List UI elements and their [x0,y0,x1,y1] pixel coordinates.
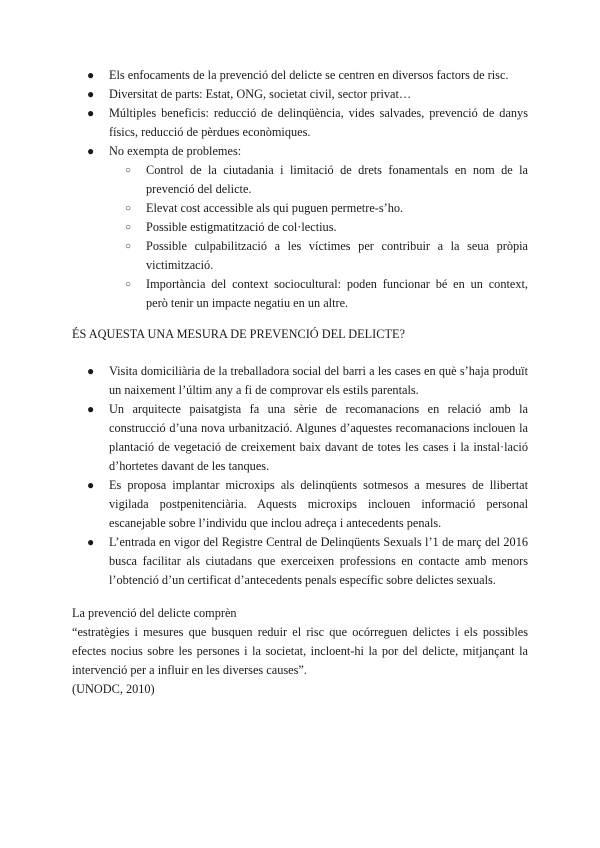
circle-bullet-icon: ○ [125,203,132,214]
list-item-problems: ● No exempta de problemes: ○ Control de la ciutadania i limitació de drets fonamentals en nom de la prevenció del delicte. ○ Elevat cost accessible als qui puguen permetre-s’ho. ○ Possible estigmatització de col·lectius. ○ Possible culpabilització a les víctimes per contribuir a la seua pròpia victimització. ○ Importància del context sociocultural: poden funcionar bé en un context, però tenir un impacte negatiu en un altre. [72,142,528,313]
list-item: ● L’entrada en vigor del Registre Central de Delinqüents Sexuals l’1 de març del 2016 busca facilitar als ciutadans que exerceixen professions en contacte amb menors l’obtenció d’un certificat d’antecedents penals específic sobre delictes sexuals. [87,535,528,587]
sublist-item: ○ Possible estigmatització de col·lectius. [109,218,528,237]
document-body [72,66,528,699]
sublist-item: ○ Importància del context sociocultural: poden funcionar bé en un context, però tenir un impacte negatiu en un altre. [125,277,528,310]
bullet-icon: ● [87,478,95,492]
definition-quote: “estratègies i mesures que busquen reduir el risc que ocórreguen delictes i els possibles efectes nocius sobre les persones i la societat, incloent-hi la por del delicte, mitjançant la intervenció per a influir en les diverses causes”. [72,625,528,677]
bullet-icon: ● [87,535,95,549]
definition-source: (UNODC, 2010) [72,682,155,696]
circle-bullet-icon: ○ [125,279,132,290]
circle-bullet-icon: ○ [125,165,132,176]
definition-block [72,604,528,699]
bullet-icon: ● [87,87,95,101]
examples-list [72,362,528,590]
list-item: ● Un arquitecte paisatgista fa una sèrie de recomanacions en relació amb la construcció d’una nova urbanització. Algunes d’aquestes recomanacions inclouen la plantació de vegetació de creixement baix davant de totes les cases i la instal·lació d’hortetes davant de les tanques. [87,402,528,473]
list-item: ● Els enfocaments de la prevenció del delicte se centren en diversos factors de risc. [72,66,528,85]
sublist-item: ○ Possible culpabilització a les víctimes per contribuir a la seua pròpia victimització. [125,239,528,272]
list-item: ● Visita domiciliària de la treballadora social del barri a les cases en què s’haja produït un naixement l’últim any a fi de comprovar els estils parentals. [87,364,528,397]
intro-list [72,66,528,313]
bullet-icon: ● [87,402,95,416]
list-item: ● Diversitat de parts: Estat, ONG, societat civil, sector privat… [72,85,528,104]
bullet-icon: ● [87,106,95,120]
bullet-icon: ● [87,68,95,82]
list-item: ● Múltiples beneficis: reducció de delinqüència, vides salvades, prevenció de danys físics, reducció de pèrdues econòmiques. [87,106,528,139]
circle-bullet-icon: ○ [125,241,132,252]
list-item: ● Es proposa implantar microxips als delinqüents sotmesos a mesures de llibertat vigilada postpenitenciària. Aquests microxips inclouen informació personal escanejable sobre l’individu que inclou adreça i antecedents penals. [87,478,528,530]
sublist-item: ○ Control de la ciutadania i limitació de drets fonamentals en nom de la prevenció del delicte. [125,163,528,196]
bullet-icon: ● [87,364,95,378]
sublist-item: ○ Elevat cost accessible als qui puguen permetre-s’ho. [109,199,528,218]
circle-bullet-icon: ○ [125,222,132,233]
bullet-icon: ● [87,144,95,158]
problems-sublist [109,161,528,313]
section-heading: ÉS AQUESTA UNA MESURA DE PREVENCIÓ DEL DELICTE? [72,327,405,341]
definition-lead: La prevenció del delicte comprèn [72,606,237,620]
